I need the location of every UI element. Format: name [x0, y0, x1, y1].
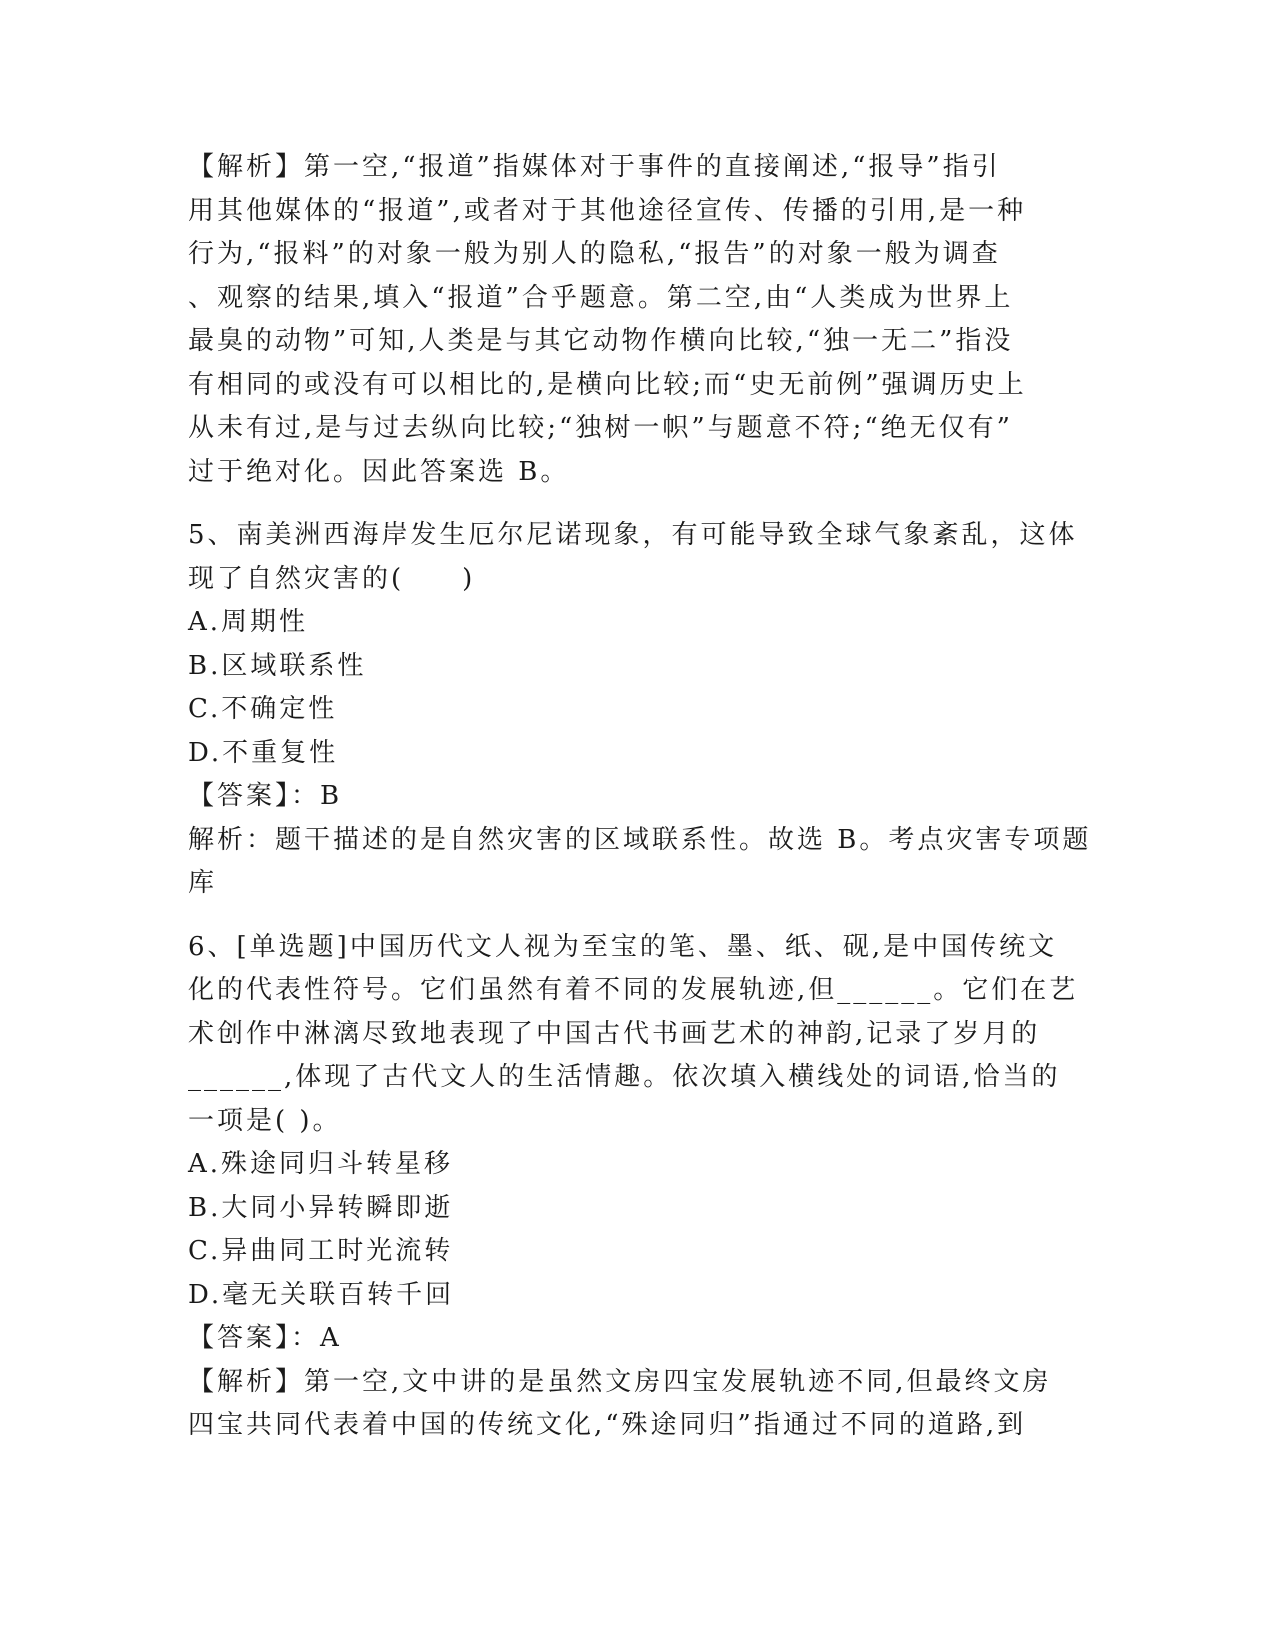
text-line: 行为,“报料”的对象一般为别人的隐私,“报告”的对象一般为调查 — [188, 239, 1001, 269]
analysis-line: 【解析】第一空,文中讲的是虽然文房四宝发展轨迹不同,但最终文房 — [188, 1366, 1052, 1397]
spacer — [188, 906, 1088, 926]
question-stem: 一项是( )。 — [188, 1105, 342, 1136]
text-line: 有相同的或没有可以相比的,是横向比较;而“史无前例”强调历史上 — [188, 369, 1027, 400]
question-stem: 现了自然灾害的( ) — [188, 563, 476, 594]
text-line: 过于绝对化。因此答案选 B。 — [188, 456, 570, 487]
question-stem: 5、南美洲西海岸发生厄尔尼诺现象，有可能导致全球气象紊乱，这体 — [188, 520, 1078, 550]
question-stem: 术创作中淋漓尽致地表现了中国古代书画艺术的神韵,记录了岁月的 — [188, 1018, 1041, 1049]
text-line: 、观察的结果,填入“报道”合乎题意。第二空,由“人类成为世界上 — [188, 282, 1014, 313]
text-line: 最臭的动物”可知,人类是与其它动物作横向比较,“独一无二”指没 — [188, 326, 1014, 356]
option-d: D.毫无关联百转千回 — [188, 1279, 455, 1310]
option-c: C.异曲同工时光流转 — [188, 1236, 454, 1266]
answer-line: 【答案】：A — [188, 1323, 342, 1353]
option-b: B.区域联系性 — [188, 650, 367, 681]
answer-line: 【答案】：B — [188, 781, 343, 811]
question-6 — [188, 926, 1088, 1448]
option-b: B.大同小异转瞬即逝 — [188, 1192, 454, 1223]
question-stem: 化的代表性符号。它们虽然有着不同的发展轨迹,但______。它们在艺 — [188, 975, 1079, 1005]
spacer — [188, 494, 1088, 514]
option-d: D.不重复性 — [188, 737, 339, 768]
question-5 — [188, 514, 1092, 906]
question-stem: 6、[单选题]中国历代文人视为至宝的笔、墨、纸、砚,是中国传统文 — [188, 931, 1058, 962]
text-line: 用其他媒体的“报道”,或者对于其他途径宣传、传播的引用,是一种 — [188, 195, 1027, 226]
q4-analysis — [188, 146, 1088, 494]
analysis-line: 解析：题干描述的是自然灾害的区域联系性。故选 B。考点灾害专项题 — [188, 824, 1092, 855]
text-line: 【解析】第一空,“报道”指媒体对于事件的直接阐述,“报导”指引 — [188, 152, 1001, 182]
question-stem: ______,体现了古代文人的生活情趣。依次填入横线处的词语,恰当的 — [188, 1062, 1061, 1092]
analysis-line: 四宝共同代表着中国的传统文化,“殊途同归”指通过不同的道路,到 — [188, 1410, 1027, 1440]
text-line: 从未有过,是与过去纵向比较;“独树一帜”与题意不符;“绝无仅有” — [188, 413, 1013, 443]
document-page — [188, 146, 1092, 1448]
analysis-line: 库 — [188, 868, 218, 898]
option-a: A.周期性 — [188, 607, 309, 637]
option-a: A.殊途同归斗转星移 — [188, 1149, 454, 1179]
option-c: C.不确定性 — [188, 694, 338, 724]
